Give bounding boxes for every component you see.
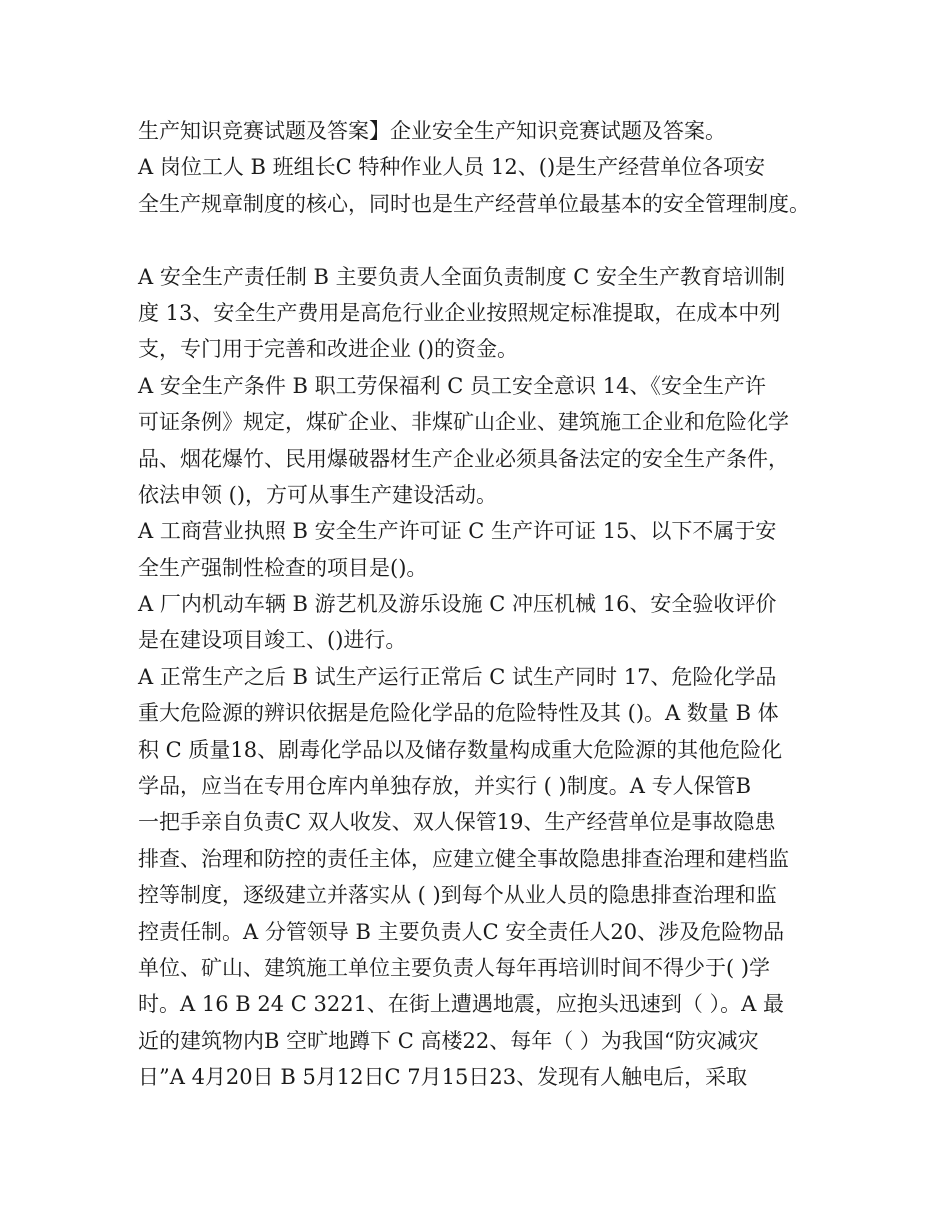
document-body	[138, 113, 838, 1096]
text-line: 单位、矿山、建筑施工单位主要负责人每年再培训时间不得少于( )学	[138, 955, 771, 980]
text-line: 全生产规章制度的核心，同时也是生产经营单位最基本的安全管理制度。	[138, 191, 810, 216]
text-line: 学品，应当在专用仓库内单独存放，并实行 ( )制度。A 专人保管B	[138, 774, 752, 799]
text-line: 积 C 质量18、剧毒化学品以及储存数量构成重大危险源的其他危险化	[138, 737, 783, 762]
text-line: 可证条例》规定，煤矿企业、非煤矿山企业、建筑施工企业和危险化学	[138, 410, 789, 435]
text-line: 日”A 4月20日 B 5月12日C 7月15日23、发现有人触电后，采取	[138, 1065, 748, 1090]
text-line: 生产知识竞赛试题及答案】企业安全生产知识竞赛试题及答案。	[138, 119, 726, 143]
text-line: 依法申领 ()，方可从事生产建设活动。	[138, 482, 498, 507]
text-line: 全生产强制性检查的项目是()。	[138, 555, 428, 580]
text-line: 重大危险源的辨识依据是危险化学品的危险特性及其 ()。A 数量 B 体	[138, 701, 779, 726]
text-line: 近的建筑物内B 空旷地蹲下 C 高楼22、每年（ ）为我国“防灾减灾	[138, 1028, 759, 1053]
text-line: 时。A 16 B 24 C 3221、在街上遭遇地震，应抱头迅速到（ ）。A 最	[138, 992, 784, 1017]
text-line: 是在建设项目竣工、()进行。	[138, 628, 407, 653]
text-line: 控责任制。A 分管领导 B 主要负责人C 安全责任人20、涉及危险物品	[138, 919, 785, 944]
text-line: A 安全生产责任制 B 主要负责人全面负责制度 C 安全生产教育培训制	[138, 264, 786, 289]
text-line: 品、烟花爆竹、民用爆破器材生产企业必须具备法定的安全生产条件，	[138, 446, 789, 471]
text-line: A 工商营业执照 B 安全生产许可证 C 生产许可证 15、以下不属于安	[138, 519, 777, 544]
text-line: A 正常生产之后 B 试生产运行正常后 C 试生产同时 17、危险化学品	[138, 664, 777, 689]
text-line: 一把手亲自负责C 双人收发、双人保管19、生产经营单位是事故隐患	[138, 810, 776, 835]
text-line: 控等制度，逐级建立并落实从 ( )到每个从业人员的隐患排查治理和监	[138, 883, 777, 908]
blank-line	[138, 222, 838, 258]
text-line: 度 13、安全生产费用是高危行业企业按照规定标准提取，在成本中列	[138, 300, 781, 325]
text-line: A 岗位工人 B 班组长C 特种作业人员 12、()是生产经营单位各项安	[138, 155, 766, 180]
text-line: 排查、治理和防控的责任主体，应建立健全事故隐患排查治理和建档监	[138, 846, 789, 871]
text-line: A 安全生产条件 B 职工劳保福利 C 员工安全意识 14、《安全生产许	[138, 373, 766, 398]
text-line: 支，专门用于完善和改进企业 ()的资金。	[138, 337, 519, 362]
text-line: A 厂内机动车辆 B 游艺机及游乐设施 C 冲压机械 16、安全验收评价	[138, 592, 777, 617]
